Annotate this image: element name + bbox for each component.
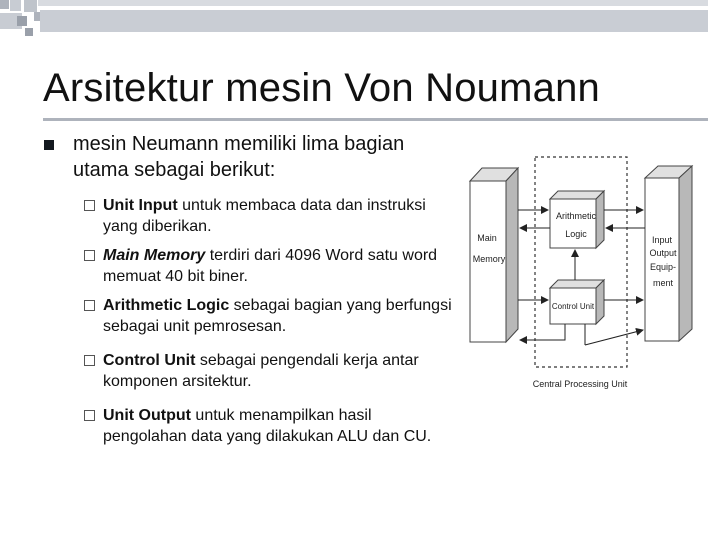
sub-bullet-term: Main Memory [103, 247, 206, 264]
sub-bullet-term: Unit Input [103, 197, 178, 214]
sub-bullet-text: untuk menampilkan hasil pengolahan data yang dilakukan ALU dan CU. [103, 407, 432, 445]
alu-label: Logic [565, 229, 587, 239]
arrow-control-to-memory [520, 324, 565, 340]
sub-bullet-text: terdiri dari 4096 Word satu word memuat 40 bit biner. [103, 247, 438, 285]
sub-bullet-text: untuk membaca data dan instruksi yang diberikan. [103, 197, 426, 235]
alu-label: Arithmetic [555, 211, 597, 221]
square-bullet-icon [44, 140, 54, 150]
main-memory-label: Main [477, 233, 497, 243]
sub-bullet-term: Unit Output [103, 407, 191, 424]
io-label: ment [652, 278, 674, 288]
sub-bullet-term: Control Unit [103, 352, 196, 369]
io-label: Input [651, 235, 673, 245]
checkbox-bullet-icon [84, 300, 95, 311]
sub-bullet-term: Arithmetic Logic [103, 297, 230, 314]
io-label: Equip- [649, 262, 677, 272]
checkbox-bullet-icon [84, 200, 95, 211]
cpu-label: Central Processing Unit [532, 379, 628, 389]
checkbox-bullet-icon [84, 355, 95, 366]
cpu-boundary [535, 157, 627, 367]
von-neumann-diagram [462, 150, 712, 400]
main-bullet-text: mesin Neumann memiliki lima bagian utama sebagai berikut: [73, 133, 405, 181]
checkbox-bullet-icon [84, 250, 95, 261]
sub-bullet-text: sebagai pengendali kerja antar komponen arsitektur. [103, 352, 419, 390]
title-divider [43, 118, 708, 121]
control-unit-label: Control Unit [551, 302, 595, 311]
main-memory-label: Memory [472, 254, 506, 264]
slide-title: Arsitektur mesin Von Noumann [43, 66, 600, 110]
io-label: Output [649, 248, 677, 258]
arrow-control-io-lower [585, 330, 643, 345]
checkbox-bullet-icon [84, 410, 95, 421]
sub-bullet-text: sebagai bagian yang berfungsi sebagai unit pemrosesan. [103, 297, 452, 335]
